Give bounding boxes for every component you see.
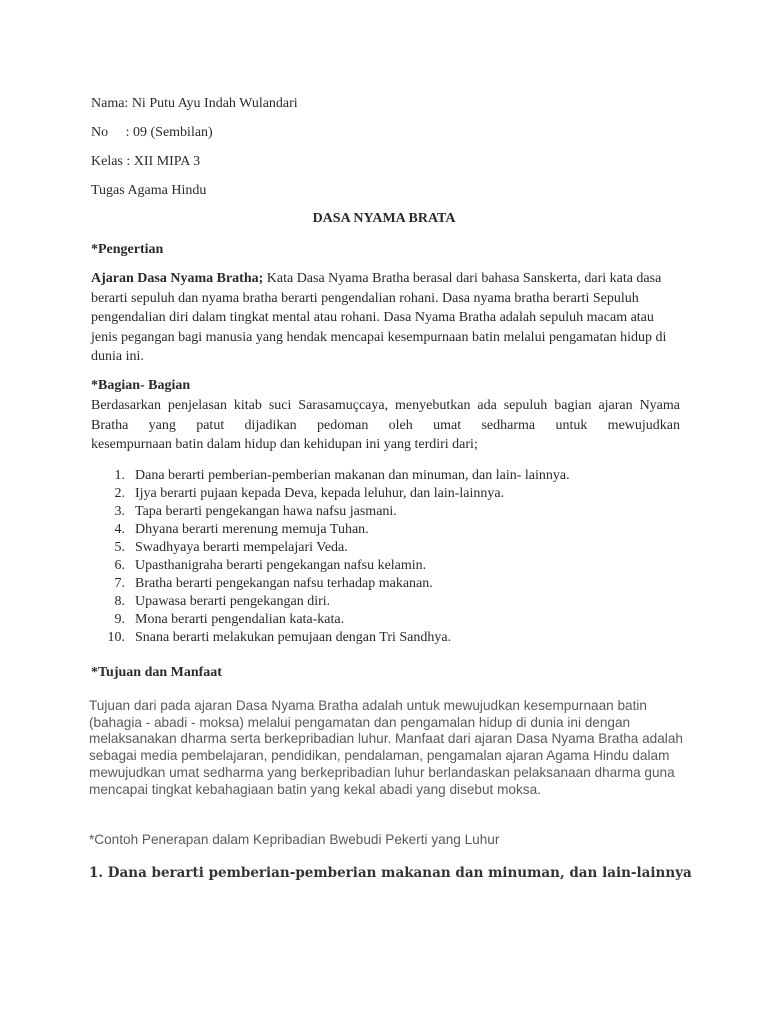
pengertian-paragraph bbox=[91, 269, 680, 367]
list-item-text: Dana berarti pemberian-pemberian makanan dan minuman, dan lain- lainnya. bbox=[135, 468, 570, 483]
list-item bbox=[91, 485, 570, 503]
list-item-text: Upasthanigraha berarti pengekangan nafsu kelamin. bbox=[135, 558, 427, 573]
list-item-text: Upawasa berarti pengekangan diri. bbox=[135, 594, 331, 609]
bagian-list bbox=[91, 467, 570, 647]
bagian-text-last: kesempurnaan batin dalam hidup dan kehidupan ini yang terdiri dari; bbox=[91, 437, 478, 452]
list-item bbox=[91, 629, 570, 647]
pengertian-text: Kata Dasa Nyama Bratha berasal dari bahasa Sanskerta, dari kata dasa berarti sepuluh dan nyama bratha berarti pengendalian rohani. Dasa nyama bratha berarti Sepuluh pengendalian diri dalam tingkat mental atau rohani. Dasa Nyama Bratha adalah sepuluh macam atau jenis pegangan bagi manusia yang hendak mencapai kesempurnaan batin melalui pengamatan hidup di dunia ini. bbox=[91, 271, 667, 364]
bagian-text: Berdasarkan penjelasan kitab suci Sarasamuçcaya, menyebutkan ada sepuluh bagian ajaran Nyama Bratha yang patut dijadikan pedoman oleh umat sedharma untuk mewujudkan bbox=[91, 398, 680, 433]
list-item bbox=[91, 611, 570, 629]
list-item-number: 6. bbox=[114, 558, 125, 573]
list-item-number: 4. bbox=[114, 522, 125, 537]
list-item-text: Dhyana berarti merenung memuja Tuhan. bbox=[135, 522, 369, 537]
list-item-number: 2. bbox=[114, 486, 125, 501]
list-item-number: 1. bbox=[114, 468, 125, 483]
list-item bbox=[91, 539, 570, 557]
tujuan-paragraph: Tujuan dari pada ajaran Dasa Nyama Bratha adalah untuk mewujudkan kesempurnaan batin (bahagia - abadi - moksa) melalui pengamatan dan pengamalan hidup di dunia ini dengan melaksanakan dharma serta berkepribadian luhur. Manfaat dari ajaran Dasa Nyama Bratha adalah sebagai media pembelajaran, pendidikan, pendalaman, pengamalan ajaran Agama Hindu dalam mewujudkan umat sedharma yang berkepribadian luhur berlandaskan pelaksanaan dharma guna mencapai tingkat kebahagiaan batin yang kekal abadi yang disebut moksa. bbox=[89, 698, 683, 797]
student-number: No : 09 (Sembilan) bbox=[91, 125, 213, 140]
student-name: Nama: Ni Putu Ayu Indah Wulandari bbox=[91, 96, 298, 111]
assignment-label: Tugas Agama Hindu bbox=[91, 183, 207, 198]
list-item-text: Tapa berarti pengekangan hawa nafsu jasmani. bbox=[135, 504, 397, 519]
bagian-heading: *Bagian- Bagian bbox=[91, 378, 191, 393]
contoh-sub-heading: 1. Dana berarti pemberian-pemberian makanan dan minuman, dan lain-lainnya bbox=[89, 865, 692, 881]
list-item-number: 5. bbox=[114, 540, 125, 555]
list-item bbox=[91, 467, 570, 485]
list-item-text: Snana berarti melakukan pemujaan dengan Tri Sandhya. bbox=[135, 630, 452, 645]
tujuan-heading: *Tujuan dan Manfaat bbox=[91, 665, 222, 680]
list-item-number: 8. bbox=[114, 594, 125, 609]
list-item-number: 3. bbox=[114, 504, 125, 519]
list-item bbox=[91, 521, 570, 539]
list-item-text: Bratha berarti pengekangan nafsu terhadap makanan. bbox=[135, 576, 433, 591]
list-item bbox=[91, 503, 570, 521]
list-item bbox=[91, 557, 570, 575]
list-item bbox=[91, 575, 570, 593]
list-item-number: 9. bbox=[114, 612, 125, 627]
list-item-text: Swadhyaya berarti mempelajari Veda. bbox=[135, 540, 348, 555]
list-item-text: Mona berarti pengendalian kata-kata. bbox=[135, 612, 345, 627]
document-title: DASA NYAMA BRATA bbox=[312, 211, 456, 226]
list-item-number: 10. bbox=[107, 630, 125, 645]
list-item-number: 7. bbox=[114, 576, 125, 591]
pengertian-lead: Ajaran Dasa Nyama Bratha; bbox=[91, 271, 264, 286]
pengertian-heading: *Pengertian bbox=[91, 242, 164, 257]
student-class: Kelas : XII MIPA 3 bbox=[91, 154, 201, 169]
list-item-text: Ijya berarti pujaan kepada Deva, kepada leluhur, dan lain-lainnya. bbox=[135, 486, 505, 501]
bagian-paragraph bbox=[91, 396, 680, 455]
contoh-heading: *Contoh Penerapan dalam Kepribadian Bwebudi Pekerti yang Luhur bbox=[89, 832, 500, 847]
list-item bbox=[91, 593, 570, 611]
